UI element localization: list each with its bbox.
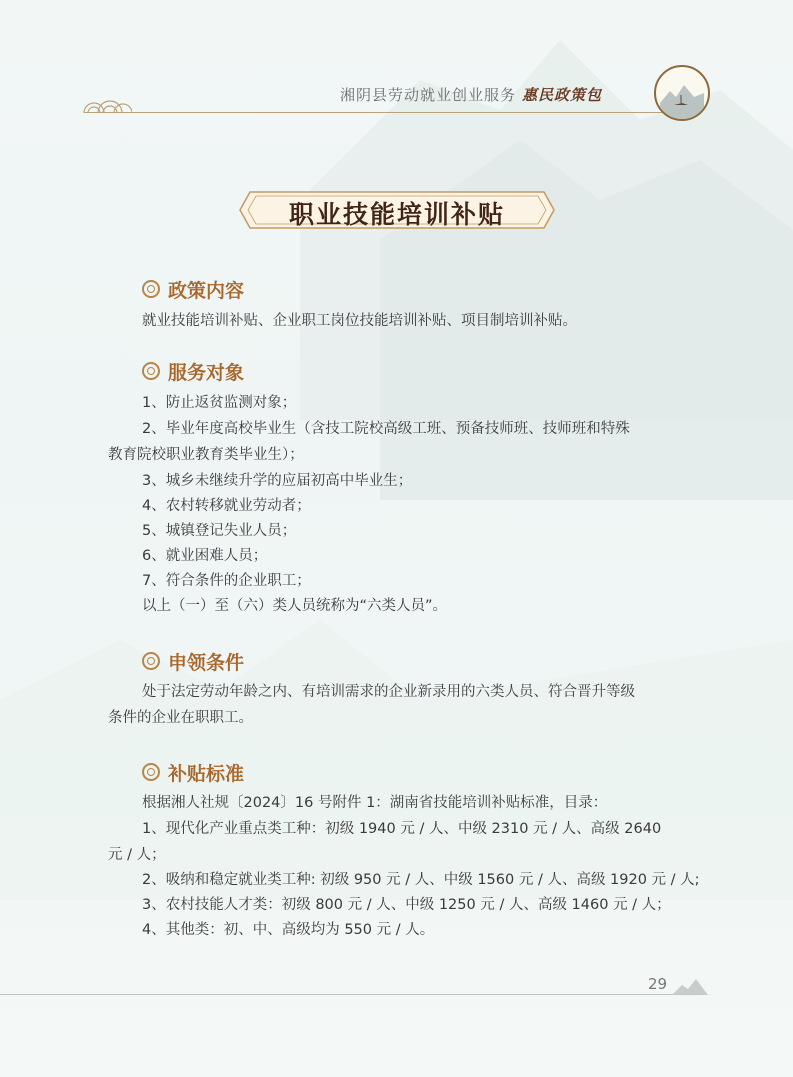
section-heading-standard	[142, 759, 244, 786]
header-title-text: 湘阴县劳动就业创业服务	[340, 86, 517, 104]
header-title	[340, 84, 602, 105]
circle-bullet-icon	[142, 763, 160, 781]
list-item: 4、其他类：初、中、高级均为 550 元 / 人。	[142, 922, 435, 938]
section-heading-conditions	[142, 648, 244, 675]
mountain-icon	[672, 977, 708, 995]
list-item: 以上（一）至（六）类人员统称为“六类人员”。	[142, 598, 448, 614]
list-item: 1、现代化产业重点类工种：初级 1940 元 / 人、中级 2310 元 / 人、高级 2640	[142, 821, 662, 837]
list-item: 6、就业困难人员；	[142, 548, 268, 564]
list-item: 7、符合条件的企业职工；	[142, 573, 311, 589]
list-item: 根据湘人社规〔2024〕16 号附件 1：湖南省技能培训补贴标准，目录：	[142, 795, 608, 811]
section-heading-conditions-label: 申领条件	[168, 652, 245, 674]
list-item: 2、毕业年度高校毕业生（含技工院校高级工班、预备技师班、技师班和特殊	[142, 421, 630, 437]
list-item: 4、农村转移就业劳动者；	[142, 498, 311, 514]
page-title-banner	[238, 186, 556, 234]
list-item: 教育院校职业教育类毕业生）；	[108, 447, 304, 463]
header-highlight: 惠民政策包	[522, 86, 603, 104]
conditions-text-line1: 处于法定劳动年龄之内、有培训需求的企业新录用的六类人员、符合晋升等级	[142, 684, 635, 700]
section-heading-target-label: 服务对象	[168, 362, 245, 384]
landscape-logo-icon	[654, 65, 710, 121]
section-heading-policy	[142, 276, 244, 303]
circle-bullet-icon	[142, 652, 160, 670]
list-item: 3、农村技能人才类：初级 800 元 / 人、中级 1250 元 / 人、高级 1460 元 / 人；	[142, 897, 671, 913]
page-title: 职业技能培训补贴	[288, 200, 505, 229]
circle-bullet-icon	[142, 362, 160, 380]
list-item: 2、吸纳和稳定就业类工种: 初级 950 元 / 人、中级 1560 元 / 人、高级 1920 元 / 人;	[142, 872, 700, 888]
list-item: 3、城乡未继续升学的应届初高中毕业生；	[142, 473, 413, 489]
circle-bullet-icon	[142, 280, 160, 298]
page-number: 29	[648, 975, 668, 993]
cloud-ornament-icon	[82, 94, 132, 114]
section-heading-target	[142, 358, 244, 385]
policy-text: 就业技能培训补贴、企业职工岗位技能培训补贴、项目制培训补贴。	[142, 313, 577, 329]
section-heading-policy-label: 政策内容	[168, 280, 245, 302]
list-item: 5、城镇登记失业人员；	[142, 523, 297, 539]
conditions-text-line2: 条件的企业在职职工。	[108, 710, 253, 726]
list-item: 元 / 人；	[108, 847, 166, 863]
footer-divider	[0, 994, 700, 995]
header-divider	[84, 112, 673, 113]
section-heading-standard-label: 补贴标准	[168, 763, 245, 785]
list-item: 1、防止返贫监测对象；	[142, 395, 297, 411]
